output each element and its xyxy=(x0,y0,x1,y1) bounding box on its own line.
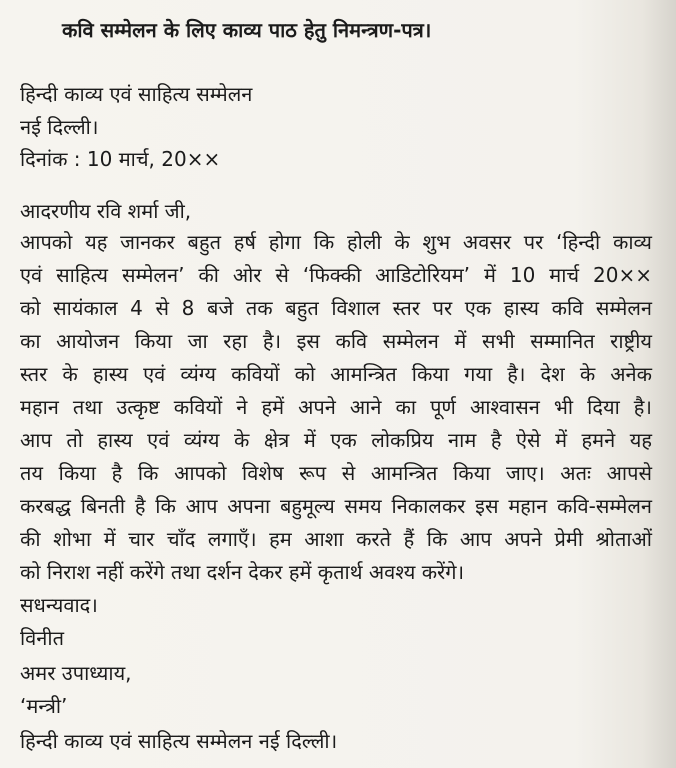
signer-role: ‘मन्त्री’ xyxy=(20,694,68,718)
body-line: का आयोजन किया जा रहा है। इस कवि सम्मेलन में सभी सम्मानित राष्ट्रीय xyxy=(20,329,652,353)
salutation: आदरणीय रवि शर्मा जी, xyxy=(20,199,192,223)
body-line: आपको यह जानकर बहुत हर्ष होगा कि होली के शुभ अवसर पर ‘हिन्दी काव्य xyxy=(20,230,652,254)
body-line: करबद्ध बिनती है कि आप अपना बहुमूल्य समय निकालकर इस महान कवि-सम्मेलन xyxy=(20,494,652,518)
body-line: तय किया है कि आपको विशेष रूप से आमन्त्रित किया जाए। अतः आपसे xyxy=(20,461,652,485)
signer-organization: हिन्दी काव्य एवं साहित्य सम्मेलन नई दिल्ली। xyxy=(20,729,338,753)
sender-organization: हिन्दी काव्य एवं साहित्य सम्मेलन xyxy=(20,82,253,106)
body-line: आप तो हास्य एवं व्यंग्य के क्षेत्र में एक लोकप्रिय नाम है ऐसे में हमने यह xyxy=(20,428,652,452)
body-line: की शोभा में चार चाँद लगाएँ। हम आशा करते हैं कि आप अपने प्रेमी श्रोताओं xyxy=(20,527,652,551)
letter-title: कवि सम्मेलन के लिए काव्य पाठ हेतु निमन्त्रण-पत्र। xyxy=(62,18,432,42)
body-line: महान तथा उत्कृष्ट कवियों ने हमें अपने आने का पूर्ण आश्वासन भी दिया है। xyxy=(20,395,652,419)
sender-city: नई दिल्ली। xyxy=(20,115,99,139)
signer-name: अमर उपाध्याय, xyxy=(20,661,132,685)
body-line: एवं साहित्य सम्मेलन’ की ओर से ‘फिक्की आडिटोरियम’ में 10 मार्च 20×× xyxy=(20,263,652,287)
body-line: को निराश नहीं करेंगे तथा दर्शन देकर हमें कृतार्थ अवश्य करेंगे। xyxy=(20,560,465,584)
closing-line: विनीत xyxy=(20,626,64,650)
thanks-line: सधन्यवाद। xyxy=(20,593,98,617)
body-line: स्तर के हास्य एवं व्यंग्य कवियों को आमन्त्रित किया गया है। देश के अनेक xyxy=(20,362,652,386)
body-line: को सायंकाल 4 से 8 बजे तक बहुत विशाल स्तर पर एक हास्य कवि सम्मेलन xyxy=(20,296,652,320)
letter-date: दिनांक : 10 मार्च, 20×× xyxy=(20,147,221,171)
